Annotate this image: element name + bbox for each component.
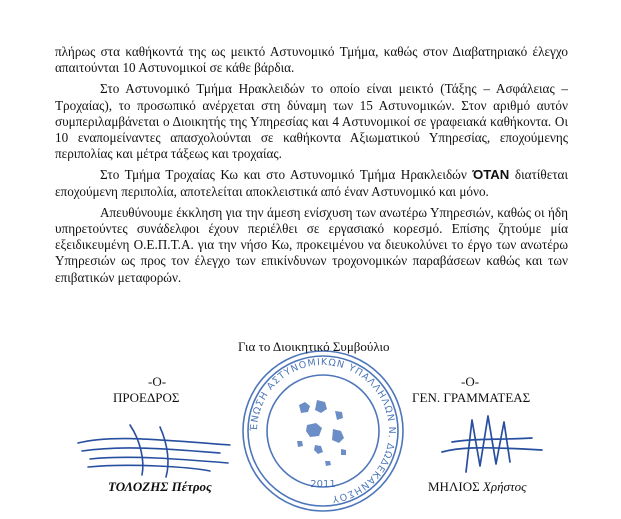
paragraph-continuation: πλήρως στα καθήκοντά της ως μεικτό Αστυνομικό Τμήμα, καθώς στον Διαβατηριακό έλεγχο απαιτούνται 10 Αστυνομικοί σε κάθε βάρδια. — [55, 44, 568, 76]
secretary-firstname: Χρήστος — [482, 479, 527, 494]
letter-body — [55, 44, 568, 286]
secretary-name — [428, 479, 526, 495]
secretary-title: ΓΕΝ. ΓΡΑΜΜΑΤΕΑΣ — [412, 390, 531, 405]
association-stamp-icon — [237, 345, 409, 517]
paragraph-heraklides-staff: Στο Αστυνομικό Τμήμα Ηρακλειδών το οποίο είναι μεικτό (Τάξης – Ασφάλειας – Τροχαίας), το προσωπικό ανέρχεται στη δύναμη των 15 Αστυνομικών. Στον αριθμό αυτόν συμπεριλαμβάνεται ο Διοικητής της Υπηρεσίας και 4 Αστυνομικοί σε γραφειακά καθήκοντα. Οι 10 εναπομείναντες απασχολούνται σε καθήκοντα Αξιωματικού Υπηρεσίας, εποχούμενης περιπολίας και μέτρα τάξεως και τροχαίας. — [55, 81, 568, 162]
president-name — [108, 479, 212, 495]
svg-text:ΈΝΩΣΗ ΑΣΤΥΝΟΜΙΚΩΝ ΥΠΑΛΛΗΛΩΝ Ν.: ΈΝΩΣΗ ΑΣΤΥΝΟΜΙΚΩΝ ΥΠΑΛΛΗΛΩΝ Ν. ΔΩΔΕΚΑΝΗΣΟΥ — [248, 356, 398, 505]
paragraph-appeal: Απευθύνουμε έκκληση για την άμεση ενίσχυση των ανωτέρω Υπηρεσιών, καθώς οι ήδη υπηρετούντες συνάδελφοι έχουν περιέλθει σε εργασιακό κορεσμό. Επίσης ζητούμε μία εξειδικευμένη Ο.Ε.Π.Τ.Α. για την νήσο Κω, προκειμένου να διευκολύνει το έργο των ανωτέρω Υπηρεσιών ως προς τον έλεγχο των επικίνδυνων τροχονομικών παραβάσεων καθώς και των επιβατικών μεταφορών. — [55, 204, 568, 285]
president-signature-icon — [70, 405, 240, 485]
patrol-text-emphasis: ΌΤΑΝ — [472, 167, 510, 183]
for-the-board-line: Για το Διοικητικό Συμβούλιο — [238, 339, 390, 354]
president-mark: -Ο- — [148, 374, 167, 389]
secretary-signature-icon — [432, 402, 552, 482]
secretary-mark: -Ο- — [461, 374, 480, 389]
president-title: ΠΡΟΕΔΡΟΣ — [113, 390, 180, 405]
patrol-text-end: διατίθεται εποχούμενη περιπολία, αποτελείται αποκλειστικά από έναν Αστυνομικό και μόνο. — [55, 167, 568, 199]
patrol-text-start: Στο Τμήμα Τροχαίας Κω και στο Αστυνομικό Τμήμα Ηρακλειδών — [100, 167, 473, 183]
president-firstname: Πέτρος — [171, 479, 212, 494]
svg-text:2011: 2011 — [310, 479, 336, 490]
president-surname: ΤΟΛΟΖΗΣ — [108, 479, 169, 494]
secretary-surname: ΜΗΛΙΟΣ — [428, 479, 480, 494]
paragraph-patrol — [55, 167, 568, 199]
